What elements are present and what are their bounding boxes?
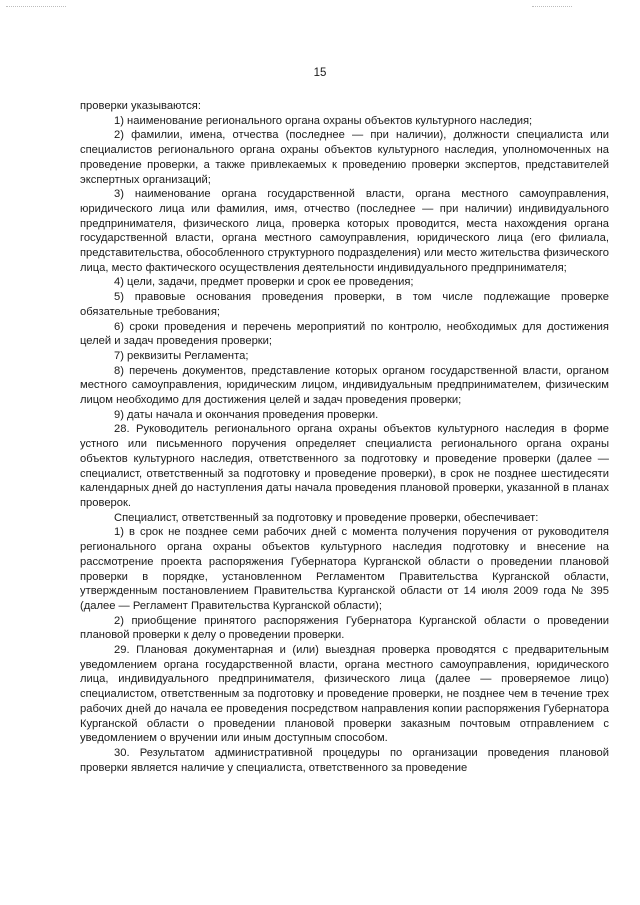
clause-29: 29. Плановая документарная и (или) выездная проверка проводятся с предварительным уведомлением органа государственной власти, органа местного самоуправления, юридического лица, индивидуального предпринимателя, физического лица (далее — проверяемое лицо) специалистом, ответственным за подготовку и проведение проверки, не позднее чем в течение трех рабочих дней до начала ее проведения посредством направления копии распоряжения Губернатора Курганской области о проведении плановой проверки заказным почтовым отправлением с уведомлением о вручении или иным доступным способом. <box>80 644 609 745</box>
list-item-6: 6) сроки проведения и перечень мероприятий по контролю, необходимых для достижения целей и задач проведения проверки; <box>80 320 609 348</box>
document-body <box>80 99 609 775</box>
clause-28-item-1: 1) в срок не позднее семи рабочих дней с момента получения поручения от руководителя регионального органа охраны объектов культурного наследия подготовку и внесение на рассмотрение проекта распоряжения Губернатора Курганской области о проведении плановой проверки в порядке, установленном Регламентом Правительства Курганской области, утвержденным постановлением Правительства Курганской области от 14 июля 2009 года № 395 (далее — Регламент Правительства Курганской области); <box>80 526 609 612</box>
list-item-2: 2) фамилии, имена, отчества (последнее — при наличии), должности специалиста или специалистов регионального органа охраны объектов культурного наследия, уполномоченных на проведение проверки, а также привлекаемых к проведению проверки экспертов, представителей экспертных организаций; <box>80 129 609 186</box>
scan-artifact <box>6 6 66 8</box>
clause-28-item-2: 2) приобщение принятого распоряжения Губернатора Курганской области о проведении плановой проверки к делу о проведении проверки. <box>80 614 609 642</box>
clause-28: 28. Руководитель регионального органа охраны объектов культурного наследия в форме устного или письменного поручения определяет специалиста регионального органа охраны объектов культурного наследия, ответственного за подготовку и проведение проверки (далее — специалист, ответственный за подготовку и проведение проверки), в срок не позднее шестидесяти календарных дней до наступления даты начала проведения плановой проверки, указанной в планах проверок. <box>80 423 609 509</box>
list-item-3: 3) наименование органа государственной власти, органа местного самоуправления, юридического лица или фамилия, имя, отчество (последнее — при наличии) индивидуального предпринимателя, физического лица, проверка которых проводится, места нахождения органа государственной власти, органа местного самоуправления, юридического лица (его филиала, представительства, обособленного структурного подразделения) или место жительства физического лица, место фактического осуществления деятельности индивидуального предпринимателя; <box>80 188 609 274</box>
list-item-8: 8) перечень документов, представление которых органом государственной власти, органом местного самоуправления, юридическим лицом, индивидуальным предпринимателем, физическим лицом необходимо для достижения целей и задач проведения проверки; <box>80 364 609 407</box>
clause-28-specialist: Специалист, ответственный за подготовку и проведение проверки, обеспечивает: <box>114 511 539 524</box>
page-number: 15 <box>313 67 327 79</box>
list-item-7: 7) реквизиты Регламента; <box>114 349 249 362</box>
clause-30: 30. Результатом административной процедуры по организации проведения плановой проверки является наличие у специалиста, ответственного за проведение <box>80 746 609 774</box>
paragraph-intro: проверки указываются: <box>80 100 201 112</box>
list-item-5: 5) правовые основания проведения проверки, в том числе подлежащие проверке обязательные требования; <box>80 291 609 318</box>
list-item-4: 4) цели, задачи, предмет проверки и срок ее проведения; <box>114 276 414 289</box>
list-item-9: 9) даты начала и окончания проведения проверки. <box>114 408 379 421</box>
scan-artifact <box>532 6 572 8</box>
list-item-1: 1) наименование регионального органа охраны объектов культурного наследия; <box>114 114 533 127</box>
